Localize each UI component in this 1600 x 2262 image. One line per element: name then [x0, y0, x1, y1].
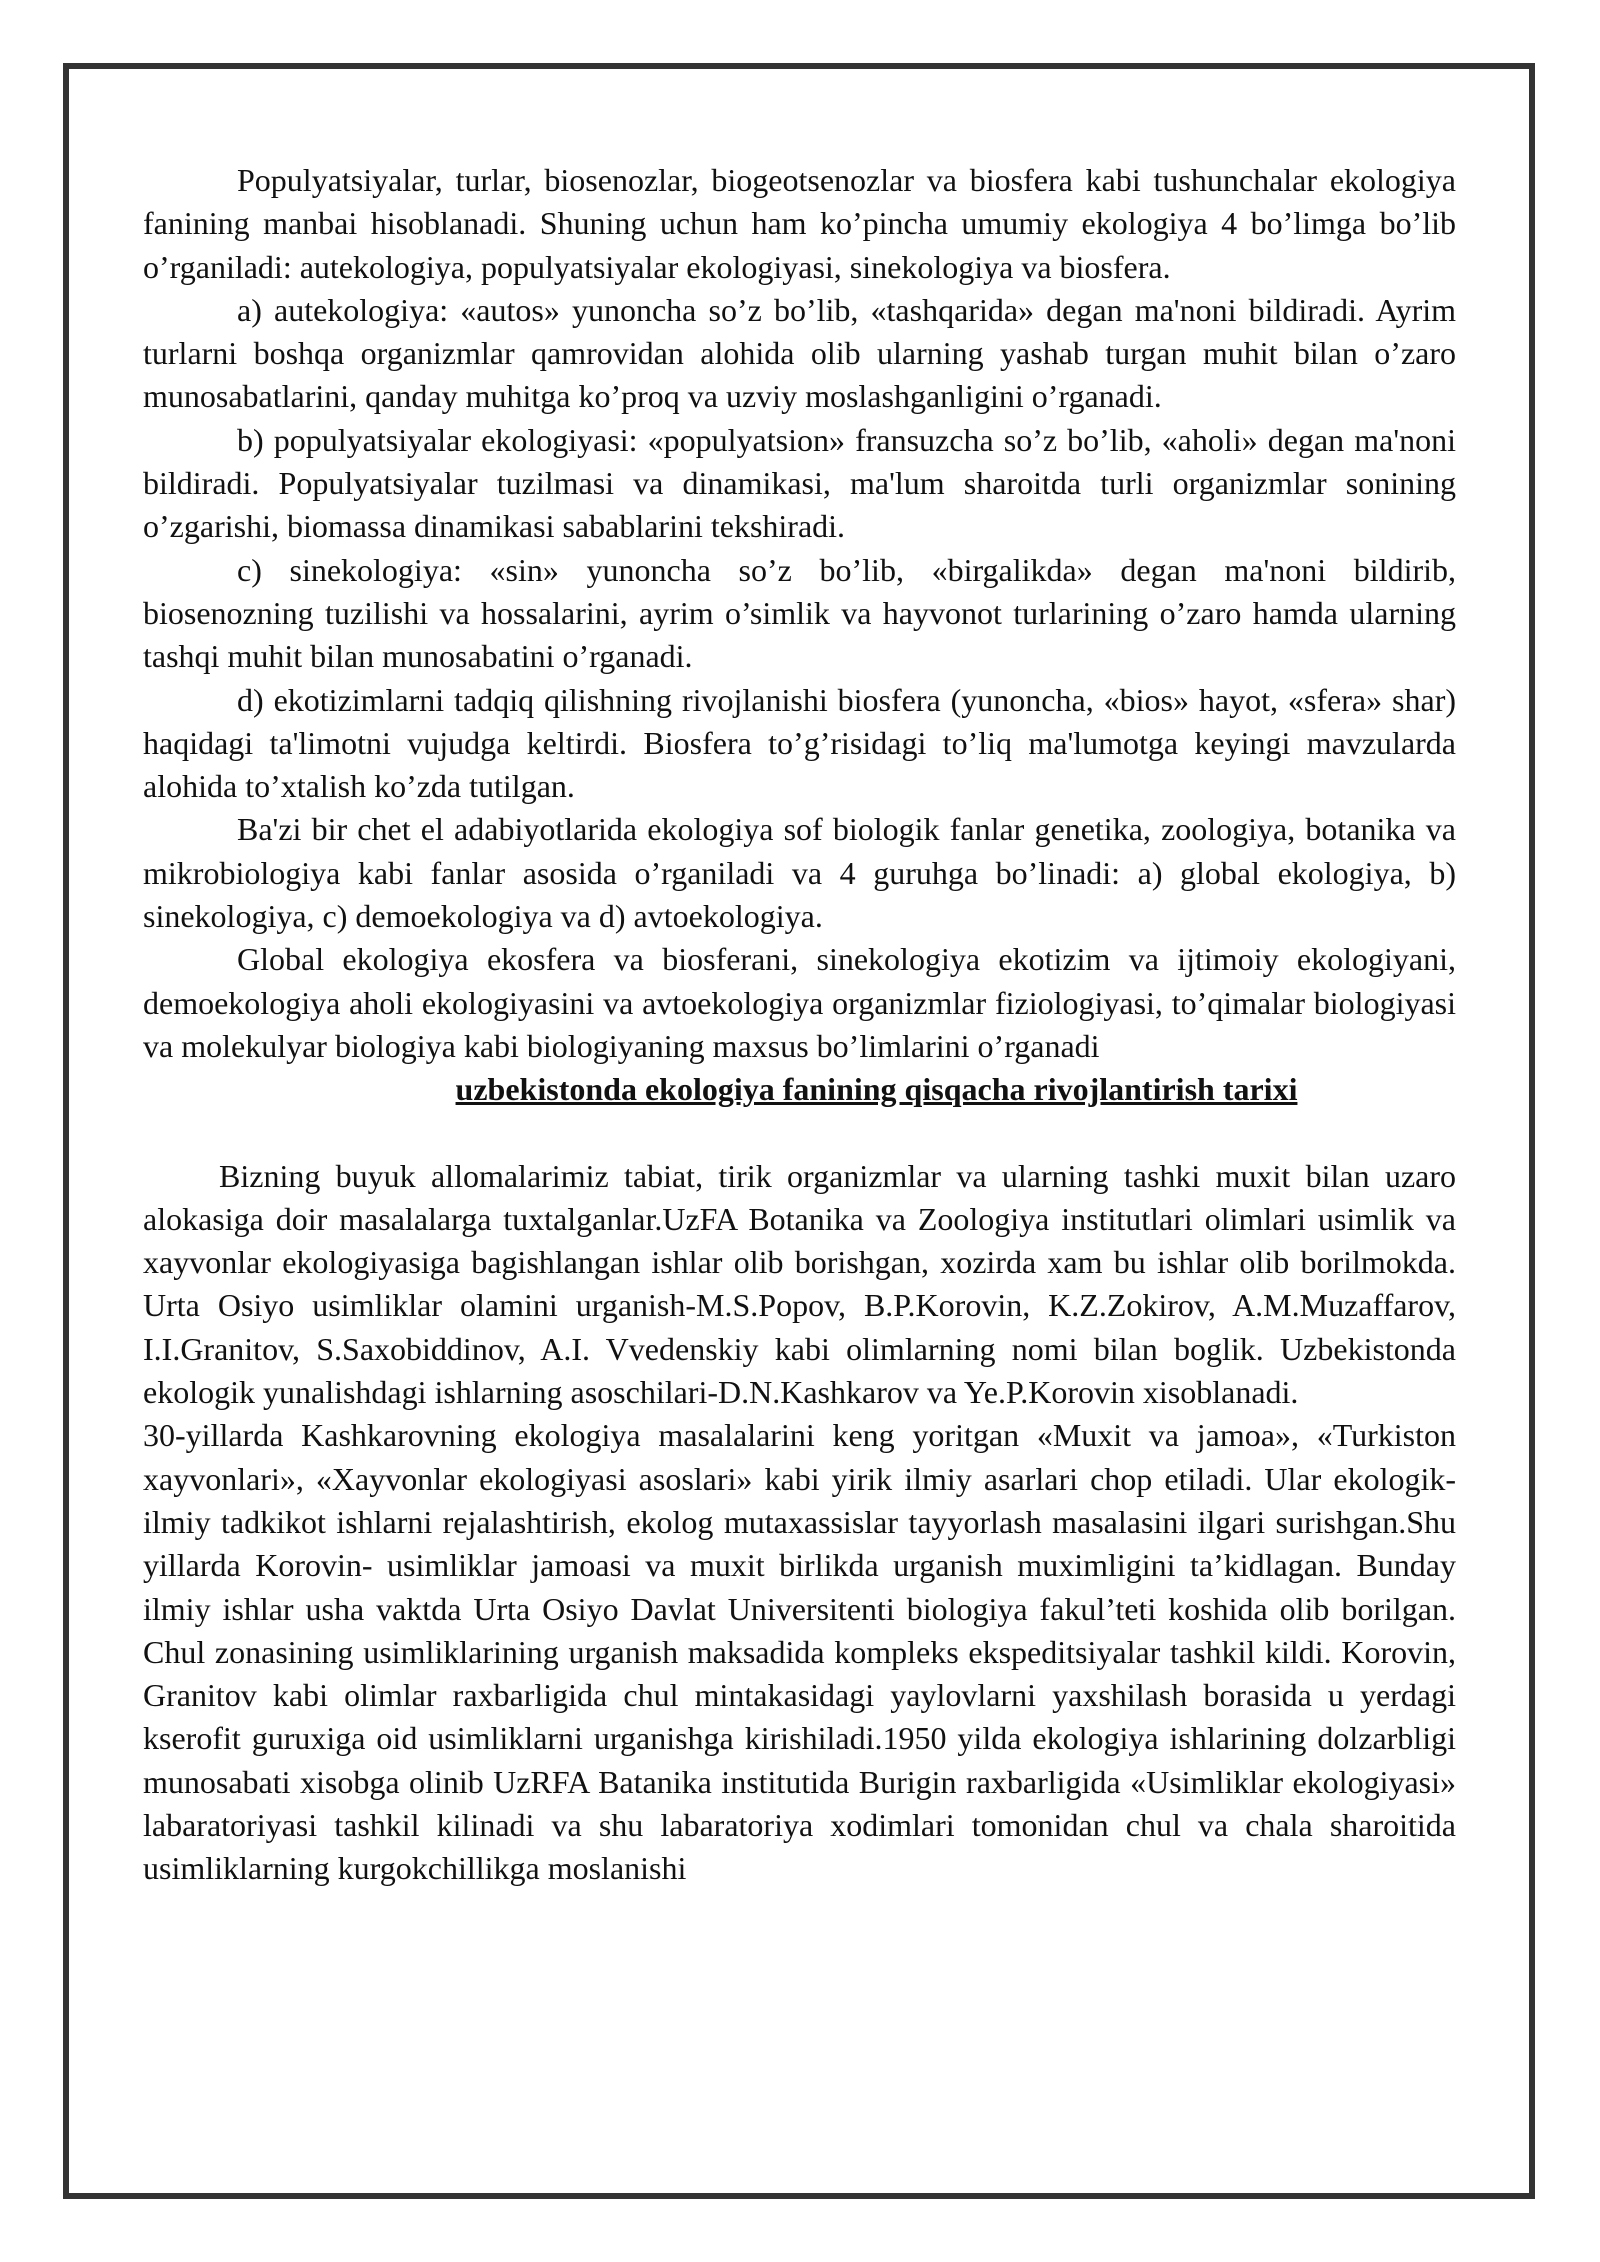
- paragraph-intro: Populyatsiyalar, turlar, biosenozlar, biogeotsenozlar va biosfera kabi tushunchalar ekologiya fanining manbai hisoblanadi. Shuning uchun ham ko’pincha umumiy ekologiya 4 bo’limga bo’lib o’rganiladi: autekologiya, populyatsiyalar ekologiyasi, sinekologiya va biosfera.: [143, 162, 1456, 285]
- paragraph-autekologiya: a) autekologiya: «autos» yunoncha so’z bo’lib, «tashqarida» degan ma'noni bildiradi. Ayrim turlarni boshqa organizmlar qamrovidan alohida olib ularning yashab turgan muhit bilan o’zaro munosabatlarini, qanday muhitga ko’proq va uzviy moslashganligini o’rganadi.: [143, 291, 1456, 415]
- page-frame: [63, 63, 1535, 2199]
- paragraph-sinekologiya: c) sinekologiya: «sin» yunoncha so’z bo’lib, «birgalikda» degan ma'noni bildirib, biosenozning tuzilishi va hossalarini, ayrim o’simlik va hayvonot turlarining o’zaro hamda ularning tashqi muhit bilan munosabatini o’rganadi.: [143, 551, 1456, 675]
- section-heading: uzbekistonda ekologiya fanining qisqacha rivojlantirish tarixi: [455, 1071, 1298, 1108]
- paragraph-biosfera: d) ekotizimlarni tadqiq qilishning rivojlanishi biosfera (yunoncha, «bios» hayot, «sfera» shar) haqidagi ta'limotni vujudga keltirdi. Biosfera to’g’risidagi to’liq ma'lumotga keyingi mavzularda alohida to’xtalish ko’zda tutilgan.: [143, 681, 1456, 805]
- paragraph-global-ekologiya: Global ekologiya ekosfera va biosferani, sinekologiya ekotizim va ijtimoiy ekologiyani, demoekologiya aholi ekologiyasini va avtoekologiya organizmlar fiziologiyasi, to’qimalar biologiyasi va molekulyar biologiya kabi biologiyaning maxsus bo’limlarini o’rganadi: [143, 941, 1456, 1064]
- paragraph-allomalar: Bizning buyuk allomalarimiz tabiat, tirik organizmlar va ularning tashki muxit bilan uzaro alokasiga doir masalalarga tuxtalganlar.UzFA Botanika va Zoologiya institutlari olimlari usimlik va xayvonlar ekologiyasiga bagishlangan ishlar olib borishgan, xozirda xam bu ishlar olib borilmokda. Urta Osiyo usimliklar olamini urganish-M.S.Popov, B.P.Korovin, K.Z.Zokirov, A.M.Muzaffarov, I.I.Granitov, S.Saxobiddinov, A.I. Vvedenskiy kabi olimlarning nomi bilan boglik. Uzbekistonda ekologik yunalishdagi ishlarning asoschilari-D.N.Kashkarov va Ye.P.Korovin xisoblanadi.: [143, 1157, 1456, 1411]
- document-body: [143, 159, 1456, 1891]
- paragraph-chet-el: Ba'zi bir chet el adabiyotlarida ekologiya sof biologik fanlar genetika, zoologiya, botanika va mikrobiologiya kabi fanlar asosida o’rganiladi va 4 guruhga bo’linadi: a) global ekologiya, b) sinekologiya, c) demoekologiya va d) avtoekologiya.: [143, 811, 1456, 935]
- paragraph-30-yillarda: 30-yillarda Kashkarovning ekologiya masalalarini keng yoritgan «Muxit va jamoa», «Turkiston xayvonlari», «Xayvonlar ekologiyasi asoslari» kabi yirik ilmiy asarlari chop etiladi. Ular ekologik-ilmiy tadkikot ishlarni rejalashtirish, ekolog mutaxassislar tayyorlash masalasini ilgari surishgan.Shu yillarda Korovin- usimliklar jamoasi va muxit birlikda urganish muximligini ta’kidlagan. Bunday ilmiy ishlar usha vaktda Urta Osiyo Davlat Universitenti biologiya fakul’teti koshida olib borilgan. Chul zonasining usimliklarining urganish maksadida kompleks ekspeditsiyalar tashkil kildi. Korovin, Granitov kabi olimlar raxbarligida chul mintakasidagi yaylovlarni yaxshilash borasida u yerdagi kserofit guruxiga oid usimliklarni urganishga kirishiladi.1950 yilda ekologiya ishlarining dolzarbligi munosabati xisobga olinib UzRFA Batanika institutida Burigin raxbarligida «Usimliklar ekologiyasi» labaratoriyasi tashkil kilinadi va shu labaratoriya xodimlari tomonidan chul va chala sharoitida usimliklarning kurgokchillikga moslanishi: [143, 1417, 1456, 1887]
- spacer: [143, 1112, 1456, 1155]
- paragraph-populyatsiyalar: b) populyatsiyalar ekologiyasi: «populyatsion» fransuzcha so’z bo’lib, «aholi» degan ma'noni bildiradi. Populyatsiyalar tuzilmasi va dinamikasi, ma'lum sharoitda turli organizmlar sonining o’zgarishi, biomassa dinamikasi sabablarini tekshiradi.: [143, 421, 1456, 545]
